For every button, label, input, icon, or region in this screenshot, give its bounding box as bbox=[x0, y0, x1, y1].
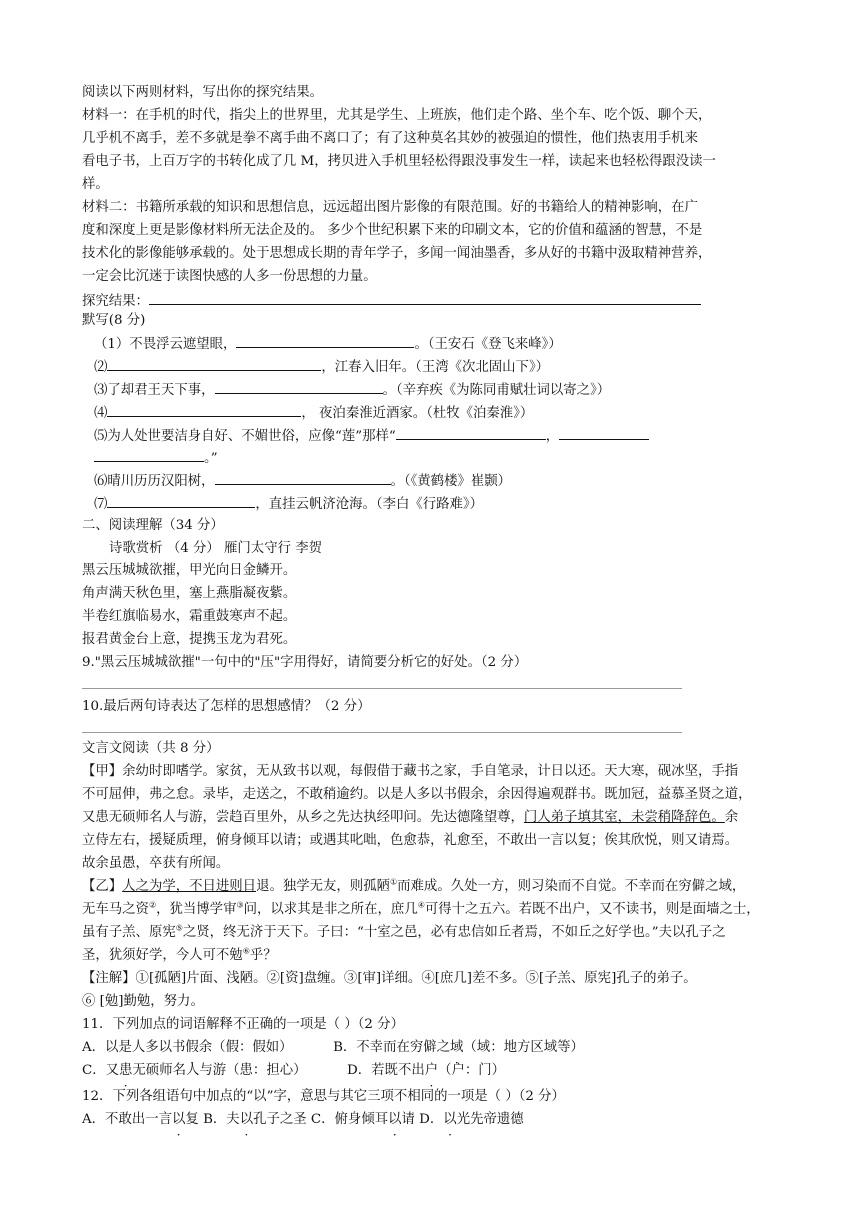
question-12-options-row bbox=[82, 1110, 524, 1130]
dictation-item-4 bbox=[82, 402, 533, 422]
passage-text: 而难成。久处一方，则习染而不自觉。不幸而在穷僻之域， bbox=[397, 879, 746, 894]
dictation-4-blank[interactable] bbox=[107, 402, 301, 417]
dictation-7-prompt: ⑺ bbox=[94, 497, 108, 512]
passage-text: 无车马之资 bbox=[82, 902, 149, 917]
material-one-line: 看电子书，上百万字的书转化成了几 M，拷贝进入手机里轻松得跟没事发生一样，读起来也轻松得跟没读一 bbox=[82, 154, 716, 169]
passage-jia-line: 不可屈伸，弗之怠。录毕，走送之，不敢稍逾约。以是人多以书假余，余因得遍观群书。既加冠，益慕圣贤之道， bbox=[82, 787, 752, 802]
passage-label: 【乙】 bbox=[82, 879, 123, 894]
dictation-item-2 bbox=[82, 356, 549, 376]
passage-yi-line bbox=[82, 877, 745, 897]
answer-line-10[interactable] bbox=[82, 732, 682, 733]
answer-line-9[interactable] bbox=[82, 688, 682, 689]
option-12-d[interactable]: D．以光先帝遗德 bbox=[419, 1112, 523, 1127]
dictation-item-5 bbox=[82, 425, 649, 445]
dictation-3-prompt: ⑶了却君王天下事， bbox=[94, 383, 215, 398]
dictation-3-blank[interactable] bbox=[215, 379, 383, 394]
passage-text: 圣，犹须好学，今人可不勉 bbox=[82, 948, 243, 963]
option-12-c[interactable]: C．俯身倾耳以请 bbox=[311, 1112, 415, 1127]
poem-line: 半卷红旗临易水，霜重鼓寒声不起。 bbox=[82, 609, 297, 624]
material-two-line: 材料二：书籍所承载的知识和思想信息，远远超出图片影像的有限范围。好的书籍给人的精神影响，在广 bbox=[82, 200, 698, 215]
passage-jia-line: 【甲】余幼时即嗜学。家贫，无从致书以观，每假借于藏书之家，手自笔录，计日以还。天大寒，砚冰坚，手指 bbox=[82, 764, 739, 779]
dictation-5-blank-b[interactable] bbox=[559, 425, 649, 440]
dictation-5-prompt: ⑸为人处世要洁身自好、不媚世俗，应像“莲”那样“ bbox=[94, 429, 396, 444]
passage-text: 乎？ bbox=[249, 948, 277, 963]
dotted-char: 患 bbox=[119, 1063, 133, 1078]
option-11-d[interactable]: D．若既不出户（户：门） bbox=[347, 1063, 505, 1078]
poem-heading: 诗歌赏析 （4 分） 雁门太守行 李贺 bbox=[109, 541, 323, 556]
explore-answer-blank[interactable] bbox=[149, 290, 701, 305]
dictation-7-source: ，直挂云帆济沧海。（李白《行路难》） bbox=[255, 497, 484, 512]
option-12-b[interactable]: B．夫以孔子之圣 bbox=[203, 1112, 307, 1127]
dictation-1-prompt: （1）不畏浮云遮望眼， bbox=[94, 337, 237, 352]
classical-chinese-title: 文言文阅读（共 8 分） bbox=[82, 741, 220, 756]
reading-intro: 阅读以下两则材料，写出你的探究结果。 bbox=[82, 85, 324, 100]
poem-line: 黑云压城城欲摧，甲光向日金鳞开。 bbox=[82, 563, 297, 578]
dictation-item-7 bbox=[82, 493, 483, 513]
dictation-item-1 bbox=[82, 333, 562, 353]
explore-label: 探究结果： bbox=[82, 294, 149, 309]
explore-result bbox=[82, 290, 701, 310]
dotted-char: 以 bbox=[443, 1112, 457, 1127]
material-one-line: 几乎机不离手，差不多就是拳不离手曲不离口了；有了这种莫名其妙的被强迫的惯性，他们热衷用手机来 bbox=[82, 131, 698, 146]
passage-text: 可得十之五六。若既不出户，又不读书，则是面墙之士， bbox=[424, 902, 760, 917]
footnote-marker: ⑤ bbox=[175, 923, 183, 933]
poem-line: 报君黄金台上意，提携玉龙为君死。 bbox=[82, 632, 297, 647]
dictation-7-blank[interactable] bbox=[107, 493, 255, 508]
dictation-item-3 bbox=[82, 379, 610, 399]
underlined-sentence: 人之为学，不日进则日 bbox=[122, 879, 257, 894]
footnote-marker: ④ bbox=[417, 900, 425, 910]
dictation-6-source: 。（《黄鹤楼》崔颢） bbox=[390, 474, 512, 489]
dictation-item-5-cont bbox=[82, 447, 218, 467]
dictation-title: 默写(8 分) bbox=[82, 313, 146, 328]
dotted-char: 以 bbox=[172, 1112, 186, 1127]
passage-text: 又患无硕师名人与游，尝趋百里外，从乡之先达执经叩问。先达德隆望尊， bbox=[82, 810, 524, 825]
dictation-2-blank[interactable] bbox=[107, 356, 321, 371]
dictation-5-comma: ， bbox=[545, 429, 560, 444]
question-11-options-row bbox=[82, 1061, 505, 1081]
dotted-char: 假 bbox=[185, 1040, 199, 1055]
passage-yi-line bbox=[82, 946, 277, 966]
passage-text: 问，以求其是非之所在，庶几 bbox=[243, 902, 418, 917]
passage-text: 虽有子羔、原宪 bbox=[82, 925, 176, 940]
dotted-char: 以 bbox=[388, 1112, 402, 1127]
dictation-2-source: ，江春入旧年。（王湾《次北固山下》） bbox=[321, 360, 550, 375]
dotted-char: 域 bbox=[450, 1040, 464, 1055]
dictation-1-blank[interactable] bbox=[236, 333, 414, 348]
underlined-sentence: 门人弟子填其室，未尝稍降辞色。 bbox=[523, 810, 725, 825]
passage-text: ，犹当博学审 bbox=[156, 902, 237, 917]
passage-jia-line: 故余虽愚，卒获有所闻。 bbox=[82, 856, 230, 871]
question-9: 9."黑云压城城欲摧"一句中的"压"字用得好，请简要分析它的好处。（2 分） bbox=[82, 655, 528, 670]
dictation-6-prompt: ⑹晴川历历汉阳树， bbox=[94, 474, 215, 489]
dictation-5-blank-a[interactable] bbox=[396, 425, 546, 440]
dictation-6-blank[interactable] bbox=[215, 470, 391, 485]
footnote-marker: ⑥ bbox=[242, 946, 250, 956]
passage-text: 余 bbox=[724, 810, 739, 825]
dictation-5-blank-c[interactable] bbox=[94, 447, 204, 462]
dotted-char: 以 bbox=[239, 1112, 254, 1127]
notes-line: 【注解】①[孤陋]片面、浅陋。②[资]盘缠。③[审]详细。④[庶几]差不多。⑤[子羔、原宪]孔子的弟子。 bbox=[82, 971, 697, 986]
notes-line: ⑥ [勉]勤勉，努力。 bbox=[82, 994, 204, 1009]
footnote-marker: ① bbox=[389, 877, 398, 887]
material-one-line: 样。 bbox=[82, 177, 109, 192]
dictation-4-source: ， 夜泊秦淮近酒家。（杜牧《泊秦淮》） bbox=[301, 406, 534, 421]
dictation-5-end: 。” bbox=[204, 451, 218, 466]
passage-yi-line bbox=[82, 923, 726, 943]
dictation-item-6 bbox=[82, 470, 511, 490]
passage-yi-line bbox=[82, 900, 760, 920]
question-11-options-row bbox=[82, 1038, 584, 1058]
passage-jia-line bbox=[82, 808, 738, 828]
question-11: 11．下列加点的词语解释不正确的一项是（ ）（2 分） bbox=[82, 1017, 404, 1032]
section-two-title: 二、阅读理解（34 分） bbox=[82, 518, 224, 533]
poem-line: 角声满天秋色里，塞上燕脂凝夜紫。 bbox=[82, 586, 297, 601]
option-11-c[interactable]: C．又患无硕师名人与游（患：担心） bbox=[82, 1063, 307, 1078]
passage-text: 退。独学无友，则孤陋 bbox=[256, 879, 390, 894]
dictation-2-prompt: ⑵ bbox=[94, 360, 108, 375]
material-two-line: 技术化的影像能够承载的。处于思想成长期的青年学子，多闻一闻油墨香，多从好的书籍中汲取精神营养， bbox=[82, 246, 712, 261]
option-11-a[interactable]: A．以是人多以书假余（假：假如） bbox=[82, 1040, 293, 1055]
dictation-4-prompt: ⑷ bbox=[94, 406, 108, 421]
question-10: 10.最后两句诗表达了怎样的思想感情？（2 分） bbox=[82, 699, 371, 714]
material-two-line: 一定会比沉迷于读图快感的人多一份思想的力量。 bbox=[82, 269, 377, 284]
dictation-3-source: 。（辛弃疾《为陈同甫赋壮词以寄之》） bbox=[382, 383, 611, 398]
dictation-1-source: 。（王安石《登飞来峰》） bbox=[414, 337, 562, 352]
question-12: 12．下列各组语句中加点的“以”字，意思与其它三项不相同的一项是（ ）（2 分） bbox=[82, 1089, 565, 1104]
option-12-a[interactable]: A．不敢出一言以复 bbox=[82, 1112, 199, 1127]
passage-jia-line: 立侍左右，援疑质理，俯身倾耳以请；或遇其叱咄，色愈恭，礼愈至，不敢出一言以复；俟其欣悦，则又请焉。 bbox=[82, 833, 739, 848]
material-one-line: 材料一：在手机的时代，指尖上的世界里，尤其是学生、上班族，他们走个路、坐个车、吃个饭、聊个天， bbox=[82, 108, 712, 123]
footnote-marker: ② bbox=[148, 900, 157, 910]
material-two-line: 度和深度上更是影像材料所无法企及的。 多少个世纪积累下来的印刷文本，它的价值和蕴涵的智慧，不是 bbox=[82, 223, 703, 238]
dotted-char: 户 bbox=[424, 1063, 439, 1078]
option-11-b[interactable]: B．不幸而在穷僻之域（域：地方区域等） bbox=[333, 1040, 584, 1055]
footnote-marker: ③ bbox=[236, 900, 244, 910]
passage-text: 之贤，终无济于天下。子曰：“十室之邑，必有忠信如丘者焉，不如丘之好学也。”夫以孔子之 bbox=[182, 925, 726, 940]
